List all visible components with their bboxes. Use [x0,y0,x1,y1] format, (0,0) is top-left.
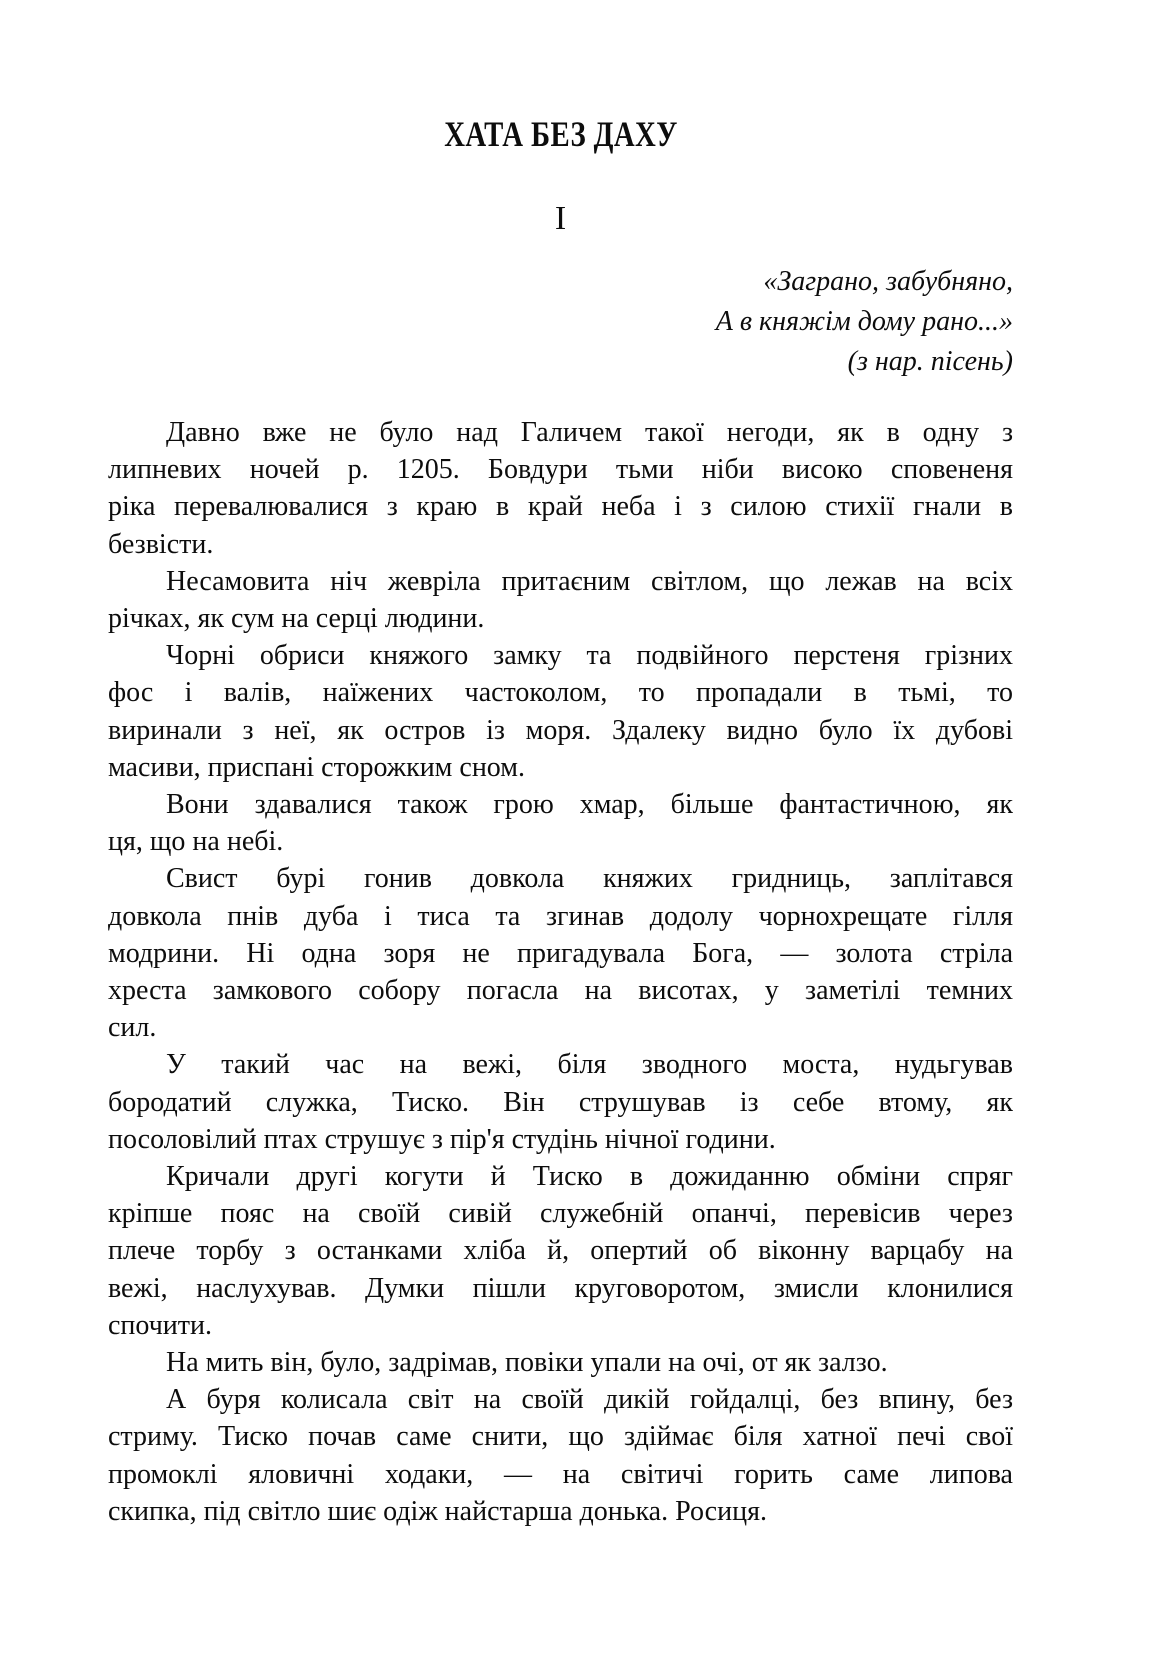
paragraph-line: хреста замкового собору погасла на висотах, у заметілі темних [108,975,1013,1007]
paragraph [108,414,1013,563]
paragraph-line: На мить він, було, задрімав, повіки упали на очі, от як залзо. [166,1347,888,1379]
paragraph-line: річках, як сум на серці людини. [108,603,485,635]
paragraph-line: вежі, наслухував. Думки пішли круговоротом, змисли клонилися [108,1272,1013,1304]
paragraph-line: Давно вже не було над Галичем такої негоди, як в одну з [166,417,1013,448]
paragraph-line: плече торбу з останками хліба й, опертий об віконну варцабу на [108,1235,1013,1267]
paragraph-line: Чорні обриси княжого замку та подвійного перстеня грізних [166,640,1013,672]
paragraph-line: посоловілий птах струшує з пір'я студінь нічної години. [108,1123,776,1155]
paragraph-line: Кричали другі когути й Тиско в дожиданню обміни спряг [166,1161,1013,1193]
paragraph-line: скипка, під світло шиє одіж найстарша донька. Росиця. [108,1495,767,1527]
epigraph [108,262,1013,382]
paragraph-line: довкола пнів дуба і тиса та згинав додолу чорнохрещате гілля [108,900,1013,932]
chapter-title-row [108,115,1013,153]
paragraph-line: безвісти. [108,528,214,560]
paragraph-line: Свист бурі гонив довкола княжих гридниць, заплітався [166,863,1013,895]
paragraph-line: кріпше пояс на своїй сивій служебній опанчі, перевісив через [108,1198,1013,1230]
paragraph-line: виринали з неї, як остров із моря. Здалеку видно було їх дубові [108,714,1013,746]
chapter-title: ХАТА БЕЗ ДАХУ [443,114,678,154]
paragraph-line: бородатий служка, Тиско. Він струшував із себе втому, як [108,1086,1013,1118]
paragraph-line: Вони здавалися також грою хмар, більше фантастичною, як [166,789,1013,821]
paragraph [108,1381,1013,1530]
paragraph [108,1344,1013,1381]
epigraph-line: (з нар. пісень) [847,346,1013,377]
paragraph [108,563,1013,637]
paragraph [108,1046,1013,1158]
section-numeral: I [554,200,567,237]
paragraph-line: ріка перевалювалися з краю в край неба і з силою стихії гнали в [108,491,1013,523]
paragraph-line: промоклі яловичні ходаки, — на світичі горить саме липова [108,1458,1013,1490]
paragraph-line: ця, що на небі. [108,826,284,858]
paragraph [108,860,1013,1046]
paragraph-line: масиви, приспані сторожким сном. [108,751,525,783]
paragraph-line: Несамовита ніч жевріла притаєним світлом, що лежав на всіх [166,565,1013,597]
paragraph-line: фос і валів, наїжених частоколом, то пропадали в тьмі, то [108,677,1013,709]
body-text [108,414,1013,1530]
paragraph-line: А буря колисала світ на своїй дикій гойдалці, без впину, без [166,1384,1013,1416]
paragraph-line: спочити. [108,1309,212,1341]
epigraph-line: А в княжім дому рано...» [715,306,1013,337]
paragraph [108,786,1013,860]
paragraph-line: липневих ночей р. 1205. Бовдури тьми ніби високо сповененя [108,454,1013,486]
paragraph-line: У такий час на вежі, біля зводного моста, нудьгував [166,1049,1013,1081]
paragraph-line: стриму. Тиско почав саме снити, що здіймає біля хатної печі свої [108,1421,1013,1453]
page-content [108,0,1013,1530]
epigraph-line: «Заграно, забубняно, [763,266,1013,297]
paragraph [108,637,1013,786]
paragraph [108,1158,1013,1344]
paragraph-line: сил. [108,1012,157,1044]
paragraph-line: модрини. Ні одна зоря не пригадувала Бога, — золота стріла [108,937,1013,969]
